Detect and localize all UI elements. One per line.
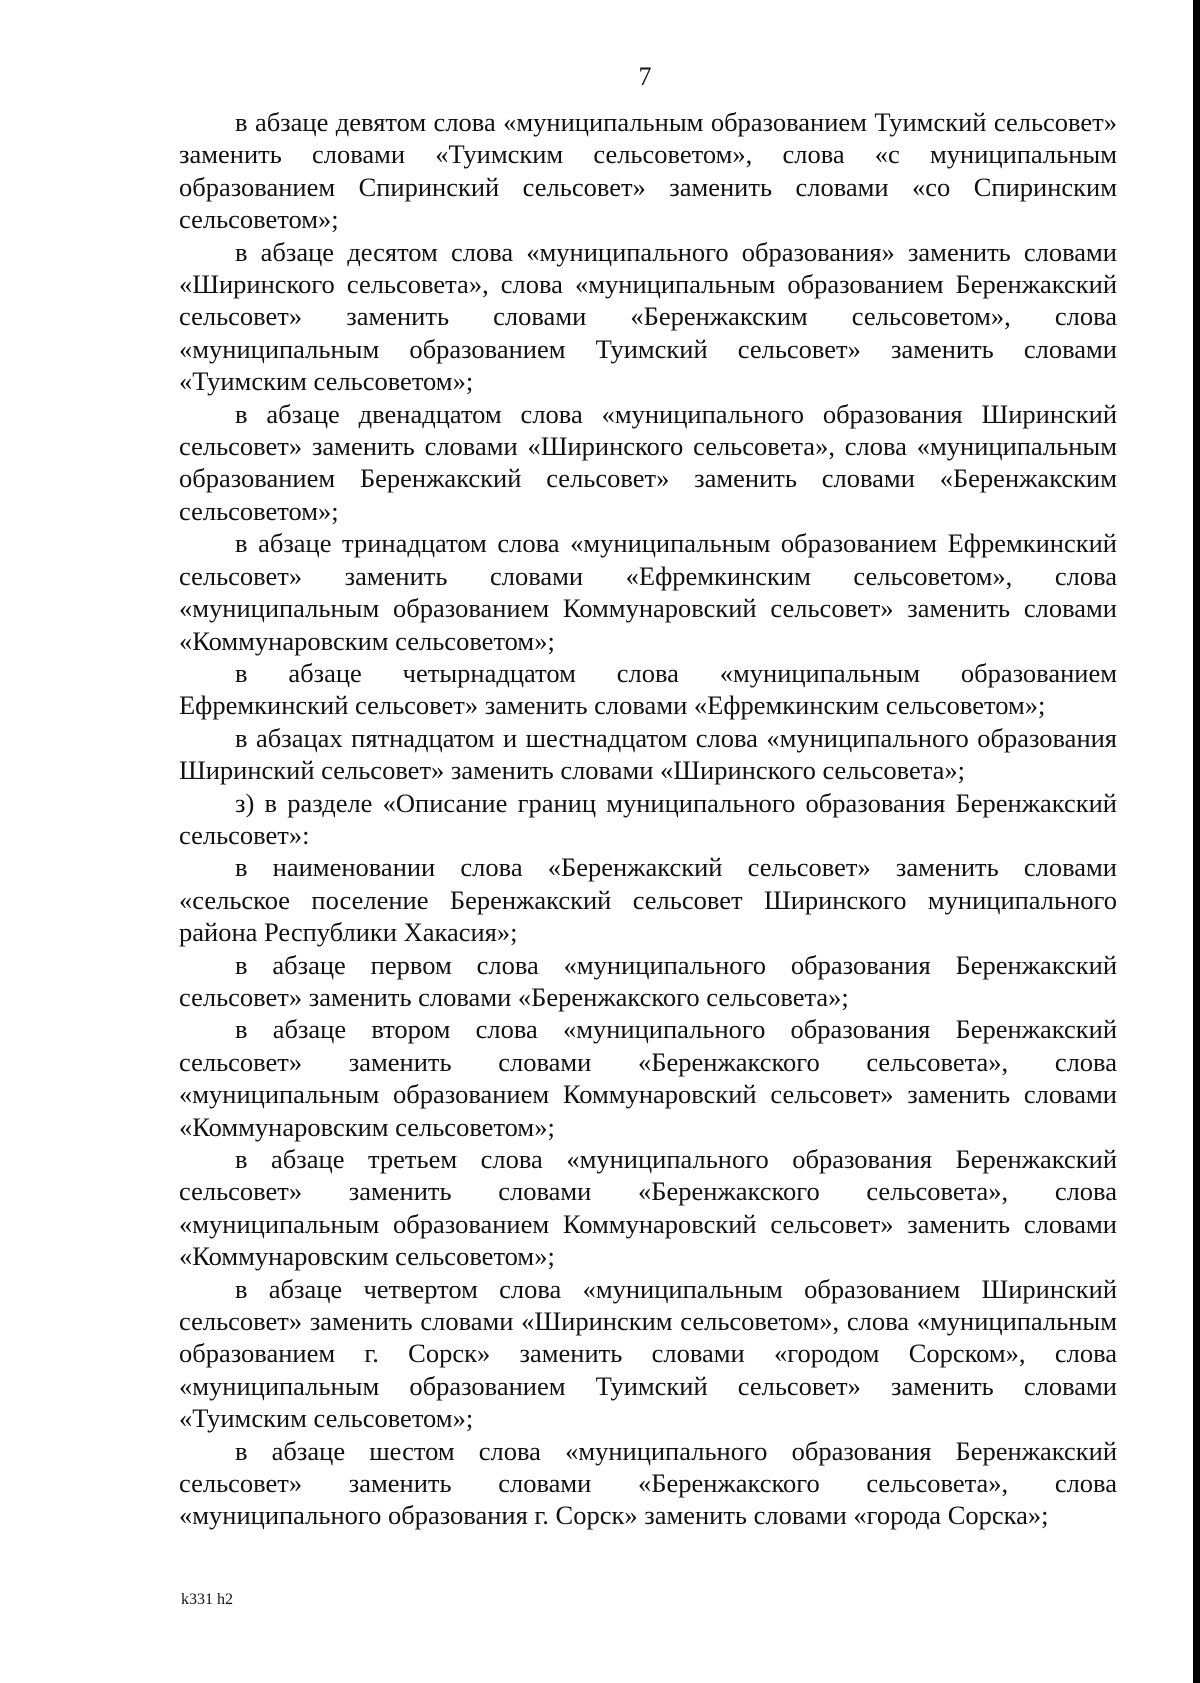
- document-code: k331 h2: [181, 1591, 233, 1608]
- paragraph: в абзаце втором слова «муниципального образования Беренжакский сельсовет» заменить словами «Беренжакского сельсовета», слова «муниципальным образованием Коммунаровский сельсовет» заменить словами «Коммунаровским сельсоветом»;: [179, 1014, 1117, 1142]
- scan-edge: [1193, 0, 1200, 1683]
- paragraph: в абзаце тринадцатом слова «муниципальным образованием Ефремкинский сельсовет» заменить словами «Ефремкинским сельсоветом», слова «муниципальным образованием Коммунаровский сельсовет» заменить словами «Коммунаровским сельсоветом»;: [179, 528, 1117, 656]
- paragraph: в наименовании слова «Беренжакский сельсовет» заменить словами «сельское поселение Беренжакский сельсовет Ширинского муниципального района Республики Хакасия»;: [179, 852, 1117, 948]
- paragraph: в абзаце девятом слова «муниципальным образованием Туимский сельсовет» заменить словами «Туимским сельсоветом», слова «с муниципальным образованием Спиринский сельсовет» заменить словами «со Спиринским сельсоветом»;: [179, 107, 1117, 235]
- paragraph: в абзаце третьем слова «муниципального образования Беренжакский сельсовет» заменить словами «Беренжакского сельсовета», слова «муниципальным образованием Коммунаровский сельсовет» заменить словами «Коммунаровским сельсоветом»;: [179, 1144, 1117, 1272]
- paragraph: в абзаце шестом слова «муниципального образования Беренжакский сельсовет» заменить словами «Беренжакского сельсовета», слова «муниципального образования г. Сорск» заменить словами «города Сорска»;: [179, 1435, 1117, 1531]
- paragraph: в абзаце десятом слова «муниципального образования» заменить словами «Ширинского сельсовета», слова «муниципальным образованием Беренжакский сельсовет» заменить словами «Беренжакским сельсоветом», слова «муниципальным образованием Туимский сельсовет» заменить словами «Туимским сельсоветом»;: [179, 236, 1117, 397]
- document-body: [179, 106, 1117, 1532]
- paragraph: в абзаце первом слова «муниципального образования Беренжакский сельсовет» заменить словами «Беренжакского сельсовета»;: [179, 949, 1117, 1012]
- page-number: 7: [638, 62, 652, 91]
- paragraph: в абзаце четвертом слова «муниципальным образованием Ширинский сельсовет» заменить словами «Ширинским сельсоветом», слова «муниципальным образованием г. Сорск» заменить словами «городом Сорском», слова «муниципальным образованием Туимский сельсовет» заменить словами «Туимским сельсоветом»;: [179, 1273, 1117, 1434]
- paragraph: в абзаце четырнадцатом слова «муниципальным образованием Ефремкинский сельсовет» заменить словами «Ефремкинским сельсоветом»;: [179, 657, 1117, 721]
- paragraph: в абзацах пятнадцатом и шестнадцатом слова «муниципального образования Ширинский сельсовет» заменить словами «Ширинского сельсовета»;: [179, 722, 1117, 786]
- paragraph: в абзаце двенадцатом слова «муниципального образования Ширинский сельсовет» заменить словами «Ширинского сельсовета», слова «муниципальным образованием Беренжакский сельсовет» заменить словами «Беренжакским сельсоветом»;: [179, 398, 1117, 526]
- paragraph: з) в разделе «Описание границ муниципального образования Беренжакский сельсовет»:: [179, 787, 1117, 850]
